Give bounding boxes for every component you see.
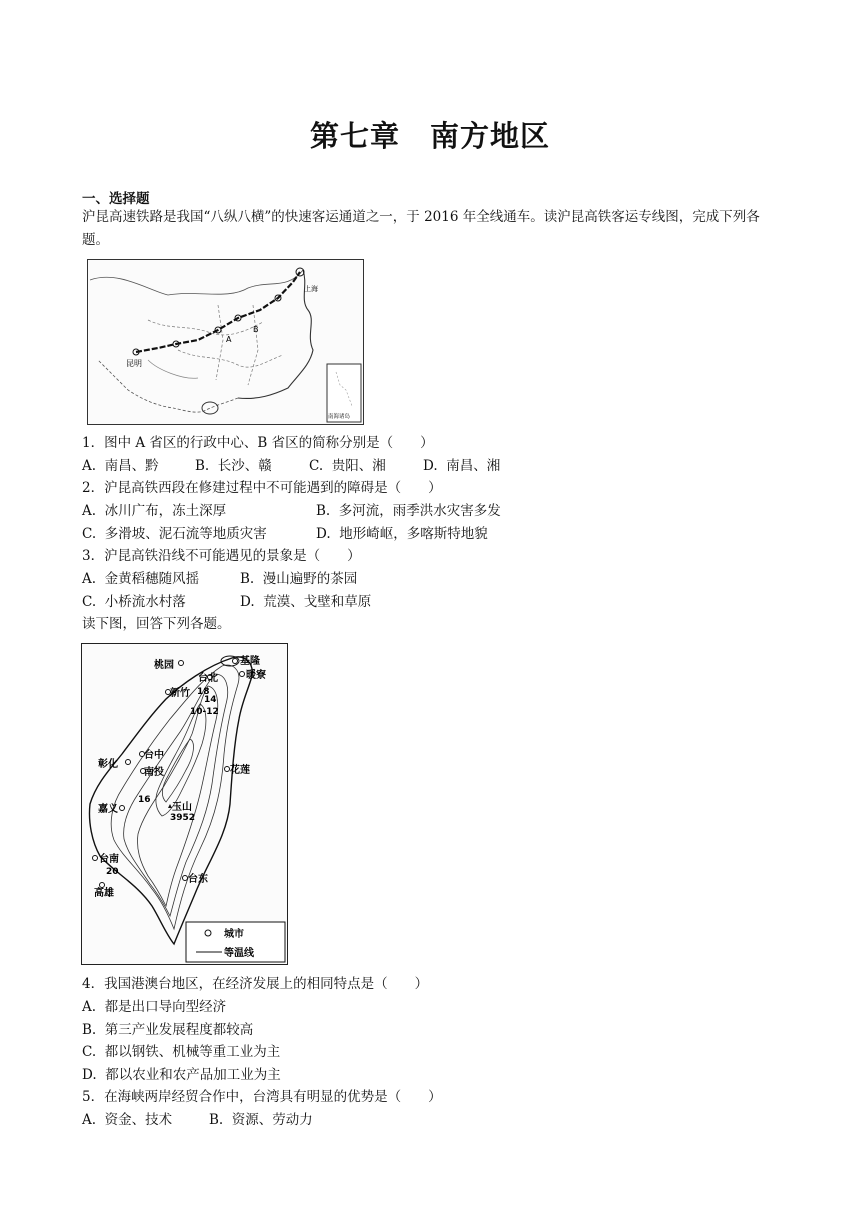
- region-a-label: A: [226, 335, 232, 344]
- question-4-stem: 4．我国港澳台地区，在经济发展上的相同特点是（ ）: [82, 976, 429, 992]
- nantou-label: 南投: [144, 767, 164, 778]
- question-4-option-a[interactable]: A. 都是出口导向型经济: [82, 999, 227, 1015]
- intro-paragraph-1: 沪昆高速铁路是我国“八纵八横”的快速客运通道之一，于 2016 年全线通车。读沪昆高铁客运专线图，完成下列各题。: [82, 209, 760, 248]
- question-1-option-c[interactable]: C. 贵阳、湘: [309, 458, 386, 474]
- taitung-label: 台东: [188, 874, 208, 885]
- question-1-stem: 1．图中 A 省区的行政中心、B 省区的简称分别是（ ）: [82, 435, 434, 451]
- page-title: 第七章 南方地区: [309, 119, 550, 153]
- question-1-option-a[interactable]: A. 南昌、黔: [82, 458, 159, 474]
- hsr-route-map: [87, 259, 364, 425]
- taiwan-isotherm-map: [81, 643, 288, 965]
- question-3-option-b[interactable]: B. 漫山遍野的茶园: [240, 571, 358, 587]
- taipei-label: 台北: [198, 673, 218, 684]
- question-3-option-d[interactable]: D. 荒漠、戈壁和草原: [240, 594, 372, 610]
- taichung-label: 台中: [144, 750, 164, 761]
- question-1-option-b[interactable]: B. 长沙、赣: [195, 458, 272, 474]
- question-5-stem: 5．在海峡两岸经贸合作中，台湾具有明显的优势是（ ）: [82, 1089, 442, 1105]
- legend-isotherm-label: 等温线: [224, 948, 254, 959]
- yushan-label: 玉山: [172, 802, 192, 813]
- temp-10-12-label: 10-12: [190, 707, 219, 717]
- chiayi-label: 嘉义: [98, 804, 118, 815]
- taoyuan-label: 桃园: [154, 660, 174, 671]
- keelung-label: 基隆: [240, 656, 260, 667]
- temp-18-label: 18: [197, 687, 210, 697]
- legend-city-label: 城市: [224, 929, 244, 940]
- question-3-option-a[interactable]: A. 金黄稻穗随风摇: [82, 571, 200, 587]
- legend-city-symbol: [205, 930, 211, 936]
- temp-14-label: 14: [204, 695, 217, 705]
- taiwan-map-svg: [82, 644, 287, 964]
- south-sea-label: 南海诸岛: [328, 414, 351, 420]
- tainan-label: 台南: [99, 854, 119, 865]
- hsr-map-svg: [88, 260, 363, 424]
- hsinchu-label: 新竹: [170, 688, 190, 699]
- question-5-option-b[interactable]: B. 资源、劳动力: [209, 1112, 313, 1128]
- question-4-option-c[interactable]: C. 都以钢铁、机械等重工业为主: [82, 1044, 281, 1060]
- kaohsiung-label: 高雄: [94, 888, 114, 899]
- question-1-option-d[interactable]: D. 南昌、湘: [423, 458, 501, 474]
- question-2-option-a[interactable]: A. 冰川广布，冻土深厚: [82, 503, 227, 519]
- question-5-option-a[interactable]: A. 资金、技术: [82, 1112, 173, 1128]
- temp-16-label: 16: [138, 795, 151, 805]
- intro-paragraph-2: 读下图，回答下列各题。: [82, 616, 231, 632]
- yushan-height-label: 3952: [170, 813, 196, 823]
- hualien-label: 花莲: [230, 765, 250, 776]
- shanghai-label: 上海: [304, 285, 318, 293]
- temp-20-label: 20: [106, 867, 119, 877]
- question-2-stem: 2．沪昆高铁西段在修建过程中不可能遇到的障碍是（ ）: [82, 480, 442, 496]
- kunming-label: 昆明: [126, 359, 142, 368]
- nuannuan-label: 暖寮: [246, 670, 266, 681]
- question-2-option-c[interactable]: C. 多滑坡、泥石流等地质灾害: [82, 526, 267, 542]
- changhua-label: 彰化: [98, 759, 118, 770]
- question-4-option-d[interactable]: D. 都以农业和农产品加工业为主: [82, 1067, 281, 1083]
- question-3-option-c[interactable]: C. 小桥流水村落: [82, 594, 186, 610]
- question-2-option-d[interactable]: D. 地形崎岖，多喀斯特地貌: [316, 526, 488, 542]
- question-4-option-b[interactable]: B. 第三产业发展程度都较高: [82, 1022, 254, 1038]
- section-heading: 一、选择题: [82, 191, 150, 207]
- region-b-label: B: [253, 325, 259, 334]
- question-2-option-b[interactable]: B. 多河流，雨季洪水灾害多发: [316, 503, 501, 519]
- question-3-stem: 3．沪昆高铁沿线不可能遇见的景象是（ ）: [82, 548, 361, 564]
